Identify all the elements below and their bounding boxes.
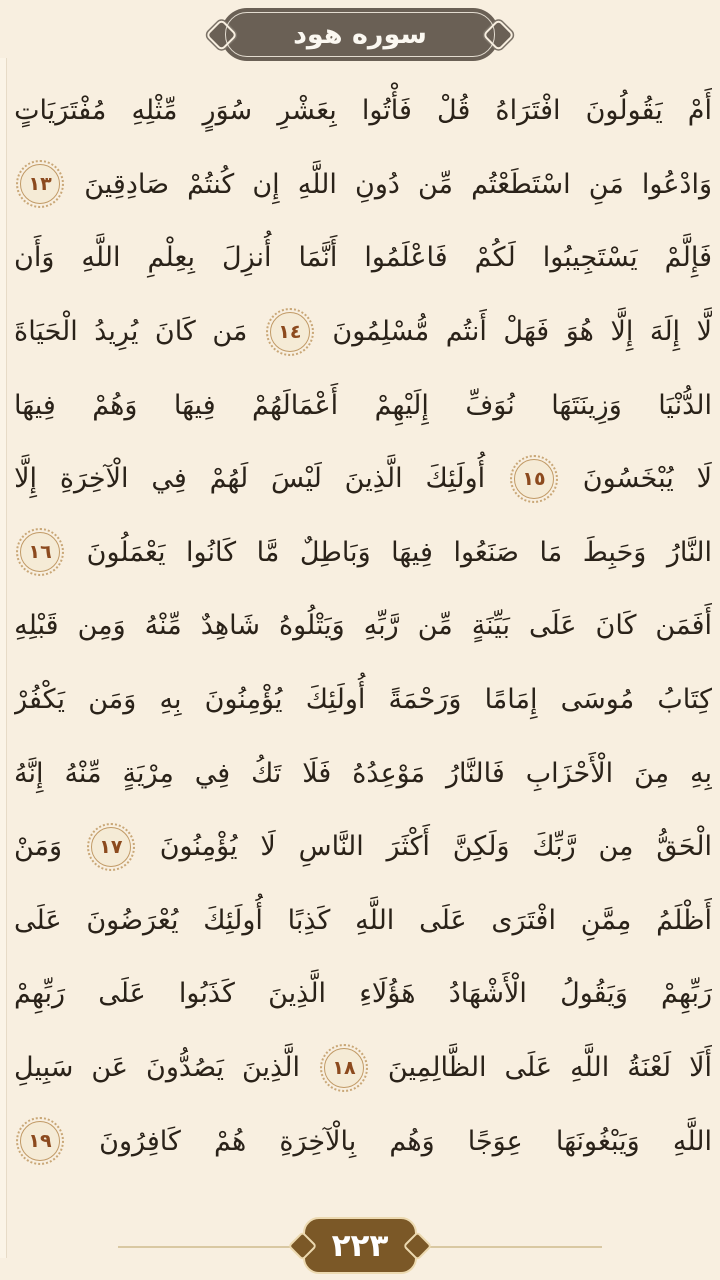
ayah-word: سُوَرٍ — [202, 95, 253, 127]
ayah-word: اللَّهِ — [570, 1052, 610, 1084]
ayah-word: وَبَاطِلٌ — [299, 536, 371, 568]
ayah-word: يَسْتَجِيبُوا — [542, 242, 638, 274]
quran-line[interactable] — [14, 221, 712, 295]
ayah-word: الْأَحْزَابِ — [525, 757, 614, 789]
page-badge-tip-left — [288, 1231, 318, 1261]
ayah-word: الَّذِينَ — [344, 463, 403, 495]
ayah-word: رَبِّهِمْ — [661, 978, 712, 1010]
ayah-word: هُمْ — [214, 1125, 247, 1157]
ayah-word: اللَّهِ — [297, 168, 337, 200]
ayah-word: وَلَكِنَّ — [452, 831, 510, 863]
ayah-word: اسْتَطَعْتُم — [471, 168, 571, 200]
ayah-word: رَبِّهِمْ — [14, 978, 66, 1010]
ayah-word: فَهَلْ — [503, 316, 550, 348]
ayah-word: كَذَبُوا — [178, 978, 235, 1010]
ayah-word: يُعْرَضُونَ — [86, 904, 179, 936]
ayah-word: أَكْثَرَ — [386, 831, 430, 863]
ayah-word: فَإِلَّمْ — [664, 242, 712, 274]
ayah-word: وَهُم — [389, 1125, 435, 1157]
ayah-word: وَيَتْلُوهُ — [278, 610, 345, 642]
ayah-word: وَمَنْ — [14, 831, 63, 863]
ayah-word: إِلَّا — [610, 316, 634, 348]
ayah-word: كَانَ — [595, 610, 637, 642]
ayah-word: أَفَمَن — [655, 610, 712, 642]
ayah-word: أُولَئِكَ — [203, 904, 263, 936]
ayah-word: إِلَيْهِمْ — [374, 389, 429, 421]
ayah-word: كَذِبًا — [287, 904, 331, 936]
ayah-word: صَنَعُوا — [453, 536, 519, 568]
ayah-word: فَالنَّارُ — [446, 757, 505, 789]
ayah-word: عَلَى — [419, 904, 467, 936]
ayah-word: تَكُ — [251, 757, 282, 789]
ayah-word: صَادِقِينَ — [84, 168, 170, 200]
ayah-word: افْتَرَاهُ — [495, 95, 561, 127]
ayah-word: قَبْلِهِ — [14, 610, 59, 642]
ayah-word: مِمَّنِ — [580, 904, 632, 936]
quran-line[interactable] — [14, 516, 712, 590]
ayah-word: وَمَن — [88, 684, 137, 716]
ayah-word: لَيْسَ — [271, 463, 322, 495]
ayah-word: اللَّهِ — [81, 242, 121, 274]
ayah-word: يُبْخَسُونَ — [582, 463, 674, 495]
ayah-word: لَا — [260, 831, 276, 863]
ayah-word: قُلْ — [437, 95, 471, 127]
ayah-word: مَّا — [256, 536, 280, 568]
ayah-word: لَّا — [696, 316, 712, 348]
quran-line[interactable] — [14, 74, 712, 148]
ayah-word: مَن — [212, 316, 248, 348]
ayah-word: أَنَّمَا — [298, 242, 338, 274]
ayah-word: مَا — [539, 536, 563, 568]
surah-title-badge[interactable] — [221, 8, 499, 61]
quran-lines[interactable] — [14, 74, 712, 1206]
quran-line[interactable] — [14, 148, 712, 222]
ayah-word: مِرْيَةٍ — [122, 757, 174, 789]
verse-end-marker: ١٥ — [514, 459, 554, 499]
ayah-word: وَمِن — [77, 610, 126, 642]
ayah-word: مِّن — [418, 168, 454, 200]
quran-line[interactable] — [14, 442, 712, 516]
ayah-word: بَيِّنَةٍ — [471, 610, 510, 642]
ayah-word: مُّسْلِمُونَ — [332, 316, 430, 348]
ayah-word: الَّذِينَ — [241, 1052, 300, 1084]
ayah-word: وَادْعُوا — [641, 168, 712, 200]
ayah-word: عَلَى — [98, 978, 146, 1010]
ayah-word: فِي — [151, 463, 187, 495]
ayah-word: إِلَّا — [14, 463, 38, 495]
ayah-word: وَيَبْغُونَهَا — [555, 1125, 640, 1157]
ayah-word: أُولَئِكَ — [305, 684, 366, 716]
ayah-word: بِالْآخِرَةِ — [279, 1125, 357, 1157]
ayah-word: يَكْفُرْ — [14, 684, 66, 716]
verse-end-marker: ١٩ — [20, 1121, 60, 1161]
ayah-word: كَانَ — [154, 316, 196, 348]
ayah-word: أُنزِلَ — [221, 242, 272, 274]
ayah-word: أَظْلَمُ — [656, 904, 712, 936]
ayah-word: أَنتُم — [445, 316, 487, 348]
ayah-word: أَلَا — [689, 1052, 712, 1084]
ayah-word: هَؤُلَاءِ — [359, 978, 416, 1010]
ayah-word: رَّبِّكَ — [532, 831, 576, 863]
ayah-word: عَلَى — [14, 904, 62, 936]
page-edge-strip — [0, 58, 7, 1258]
ayah-word: عَلَى — [528, 610, 577, 642]
ayah-word: كِتَابُ — [657, 684, 712, 716]
quran-line[interactable] — [14, 1104, 712, 1178]
page-number: ٢٢٣ — [331, 1227, 389, 1264]
ayah-word: النَّاسِ — [298, 831, 364, 863]
ayah-word: إِمَامًا — [484, 684, 538, 716]
ayah-word: أَعْمَالَهُمْ — [252, 389, 339, 421]
ayah-word: فَأْتُوا — [361, 95, 412, 127]
quran-line[interactable] — [14, 1031, 712, 1105]
ayah-word: مِّنْهُ — [144, 610, 182, 642]
ayah-word: فِيهَا — [173, 389, 216, 421]
ayah-word: وَهُمْ — [92, 389, 138, 421]
ayah-word: عَن — [91, 1052, 129, 1084]
ayah-word: عِوَجًا — [467, 1125, 523, 1157]
verse-end-marker: ١٤ — [270, 312, 310, 352]
ayah-word: فِيهَا — [391, 536, 433, 568]
ayah-word: فَلَا — [302, 757, 332, 789]
ayah-word: كُنتُمْ — [187, 168, 235, 200]
badge-ornament-tip-right — [485, 21, 512, 48]
ayah-word: يَعْمَلُونَ — [86, 536, 166, 568]
ayah-word: إِن — [252, 168, 280, 200]
ayah-word: لَا — [696, 463, 712, 495]
ayah-word: لَكُمْ — [474, 242, 516, 274]
ayah-word: افْتَرَى — [491, 904, 556, 936]
ayah-word: الْحَقُّ — [656, 831, 712, 863]
ayah-word: مَنِ — [588, 168, 624, 200]
ayah-word: مِّن — [417, 610, 453, 642]
verse-end-marker: ١٣ — [20, 164, 60, 204]
ayah-word: دُونِ — [355, 168, 400, 200]
ayah-word: اللَّهِ — [672, 1125, 712, 1157]
verse-end-marker: ١٨ — [324, 1048, 364, 1088]
ayah-word: بِعِلْمِ — [147, 242, 195, 274]
verse-end-marker: ١٦ — [20, 532, 60, 572]
quran-line[interactable] — [14, 736, 712, 810]
ayah-word: نُوَفِّ — [465, 389, 515, 421]
surah-title: سوره هود — [293, 19, 427, 50]
ayah-word: النَّارُ — [666, 536, 712, 568]
ayah-word: فَاعْلَمُوا — [364, 242, 448, 274]
ayah-word: كَانُوا — [186, 536, 237, 568]
ayah-word: يُؤْمِنُونَ — [204, 684, 283, 716]
quran-line[interactable] — [14, 295, 712, 369]
badge-ornament-tip-left — [208, 21, 235, 48]
ayah-word: اللَّهِ — [355, 904, 395, 936]
ayah-word: بِهِ — [159, 684, 182, 716]
page-badge-tip-right — [403, 1231, 433, 1261]
ayah-word: الظَّالِمِينَ — [387, 1052, 487, 1084]
ayah-word: كَافِرُونَ — [99, 1125, 181, 1157]
ayah-word: وَأَن — [14, 242, 55, 274]
ayah-word: رَّبِّهِ — [363, 610, 399, 642]
ayah-word: شَاهِدٌ — [200, 610, 260, 642]
ayah-word: الْحَيَاةَ — [14, 316, 78, 348]
ayah-word: وَيَقُولُ — [560, 978, 628, 1010]
verse-end-marker: ١٧ — [91, 827, 131, 867]
ayah-word: الْأَشْهَادُ — [448, 978, 527, 1010]
ayah-word: يَصُدُّونَ — [146, 1052, 224, 1084]
ayah-word: أُولَئِكَ — [425, 463, 486, 495]
ayah-word: لَهُمْ — [209, 463, 249, 495]
quran-line[interactable] — [14, 663, 712, 737]
ayah-word: بِعَشْرِ — [277, 95, 337, 127]
ayah-word: مِّثْلِهِ — [131, 95, 178, 127]
ayah-word: فِي — [194, 757, 231, 789]
ayah-word: عَلَى — [504, 1052, 553, 1084]
quran-line[interactable] — [14, 589, 712, 663]
ayah-word: أَمْ — [687, 95, 712, 127]
ayah-word: وَزِينَتَهَا — [551, 389, 622, 421]
ayah-word: هُوَ — [565, 316, 594, 348]
page-number-badge[interactable] — [303, 1217, 417, 1274]
ayah-word: سَبِيلِ — [14, 1052, 74, 1084]
ayah-word: مُفْتَرَيَاتٍ — [14, 95, 107, 127]
quran-line[interactable] — [14, 957, 712, 1031]
ayah-word: وَحَبِطَ — [582, 536, 647, 568]
ayah-word: يُرِيدُ — [94, 316, 139, 348]
ayah-word: يَقُولُونَ — [585, 95, 663, 127]
ayah-word: مِّنْهُ — [64, 757, 102, 789]
ayah-word: مَوْعِدُهُ — [352, 757, 426, 789]
ayah-word: الَّذِينَ — [268, 978, 327, 1010]
ayah-word: مِن — [598, 831, 634, 863]
header — [0, 8, 720, 61]
ayah-word: إِلَهَ — [649, 316, 681, 348]
ayah-word: مِنَ — [634, 757, 670, 789]
footer — [0, 1206, 720, 1280]
ayah-word: لَعْنَةُ — [627, 1052, 672, 1084]
quran-line[interactable] — [14, 368, 712, 442]
ayah-word: مُوسَى — [560, 684, 635, 716]
ayah-word: يُؤْمِنُونَ — [159, 831, 238, 863]
ayah-word: إِنَّهُ — [14, 757, 44, 789]
quran-line[interactable] — [14, 884, 712, 958]
ayah-word: وَرَحْمَةً — [388, 684, 462, 716]
ayah-word: الدُّنْيَا — [658, 389, 712, 421]
ayah-word: بِهِ — [690, 757, 712, 789]
ayah-word: فِيهَا — [14, 389, 56, 421]
quran-line[interactable] — [14, 810, 712, 884]
ayah-word: الْآخِرَةِ — [59, 463, 129, 495]
